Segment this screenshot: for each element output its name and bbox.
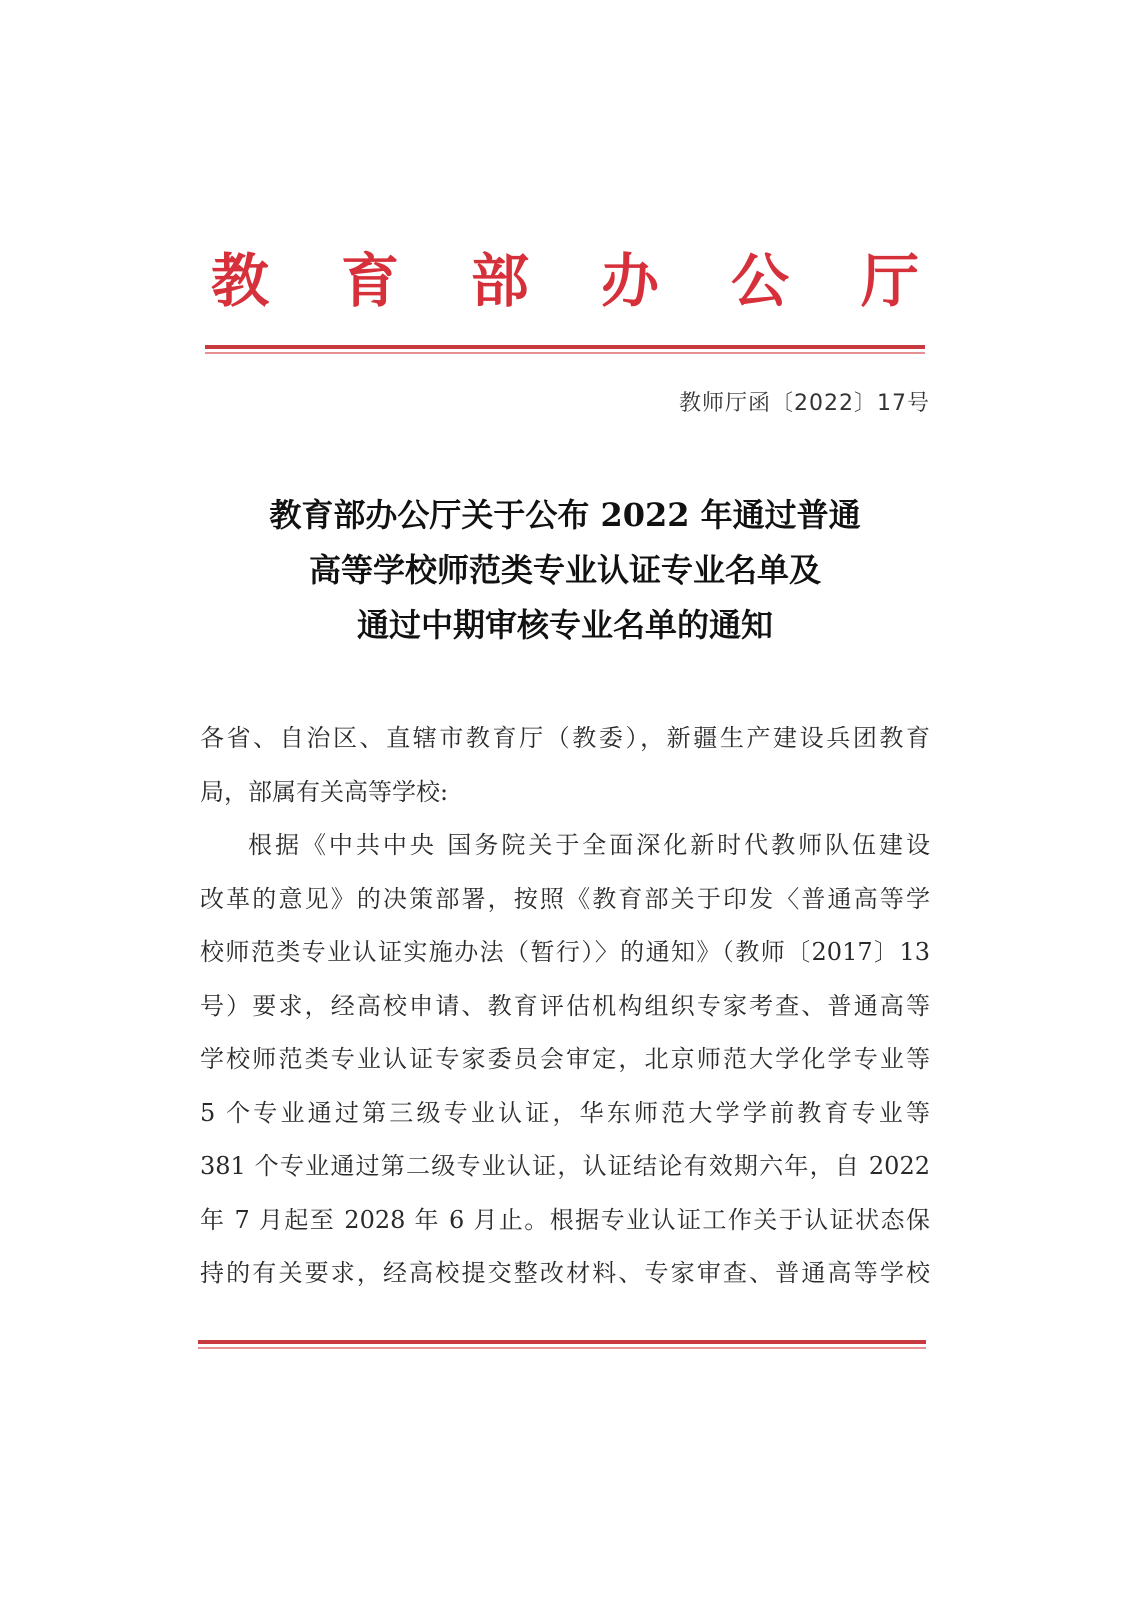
paragraph-line: 根据《中共中央 国务院关于全面深化新时代教师队伍建设 xyxy=(248,831,930,859)
masthead-char: 办 xyxy=(600,247,659,315)
masthead-char: 公 xyxy=(730,247,789,315)
masthead-char: 育 xyxy=(340,247,399,315)
paragraph-line: 5 个专业通过第三级专业认证，华东师范大学学前教育专业等 xyxy=(200,1098,930,1127)
paragraph-line: 校师范类专业认证实施办法（暂行）〉的通知》（教师〔2017〕13 xyxy=(200,938,930,966)
paragraph-line: 381 个专业通过第二级专业认证，认证结论有效期六年，自 2022 xyxy=(200,1152,930,1180)
header-red-rule xyxy=(205,345,925,354)
masthead-char: 厅 xyxy=(860,247,919,315)
rule-thin-line xyxy=(198,1347,926,1349)
title-line: 通过中期审核专业名单的通知 xyxy=(356,606,773,644)
paragraph-line: 持的有关要求，经高校提交整改材料、专家审查、普通高等学校 xyxy=(200,1259,930,1287)
issuer-masthead xyxy=(205,246,925,316)
rule-thin-line xyxy=(205,352,925,354)
masthead-char: 部 xyxy=(470,247,529,315)
paragraph-line: 改革的意见》的决策部署，按照《教育部关于印发〈普通高等学 xyxy=(200,884,930,913)
paragraph-line: 号）要求，经高校申请、教育评估机构组织专家考查、普通高等 xyxy=(200,991,930,1020)
salutation-line: 各省、自治区、直辖市教育厅（教委），新疆生产建设兵团教育 xyxy=(200,724,930,752)
paragraph-line: 学校师范类专业认证专家委员会审定，北京师范大学化学专业等 xyxy=(200,1045,930,1073)
masthead-char: 教 xyxy=(210,247,269,315)
paragraph-line: 年 7 月起至 2028 年 6 月止。根据专业认证工作关于认证状态保 xyxy=(200,1205,930,1234)
salutation-line: 局，部属有关高等学校: xyxy=(200,777,449,806)
document-number: 教师厅函〔2022〕17号 xyxy=(679,391,930,416)
document-body xyxy=(200,712,930,1301)
title-line: 教育部办公厅关于公布 2022 年通过普通 xyxy=(269,496,861,534)
footer-red-rule xyxy=(198,1340,926,1349)
title-line: 高等学校师范类专业认证专业名单及 xyxy=(308,551,821,589)
document-title xyxy=(200,488,930,653)
